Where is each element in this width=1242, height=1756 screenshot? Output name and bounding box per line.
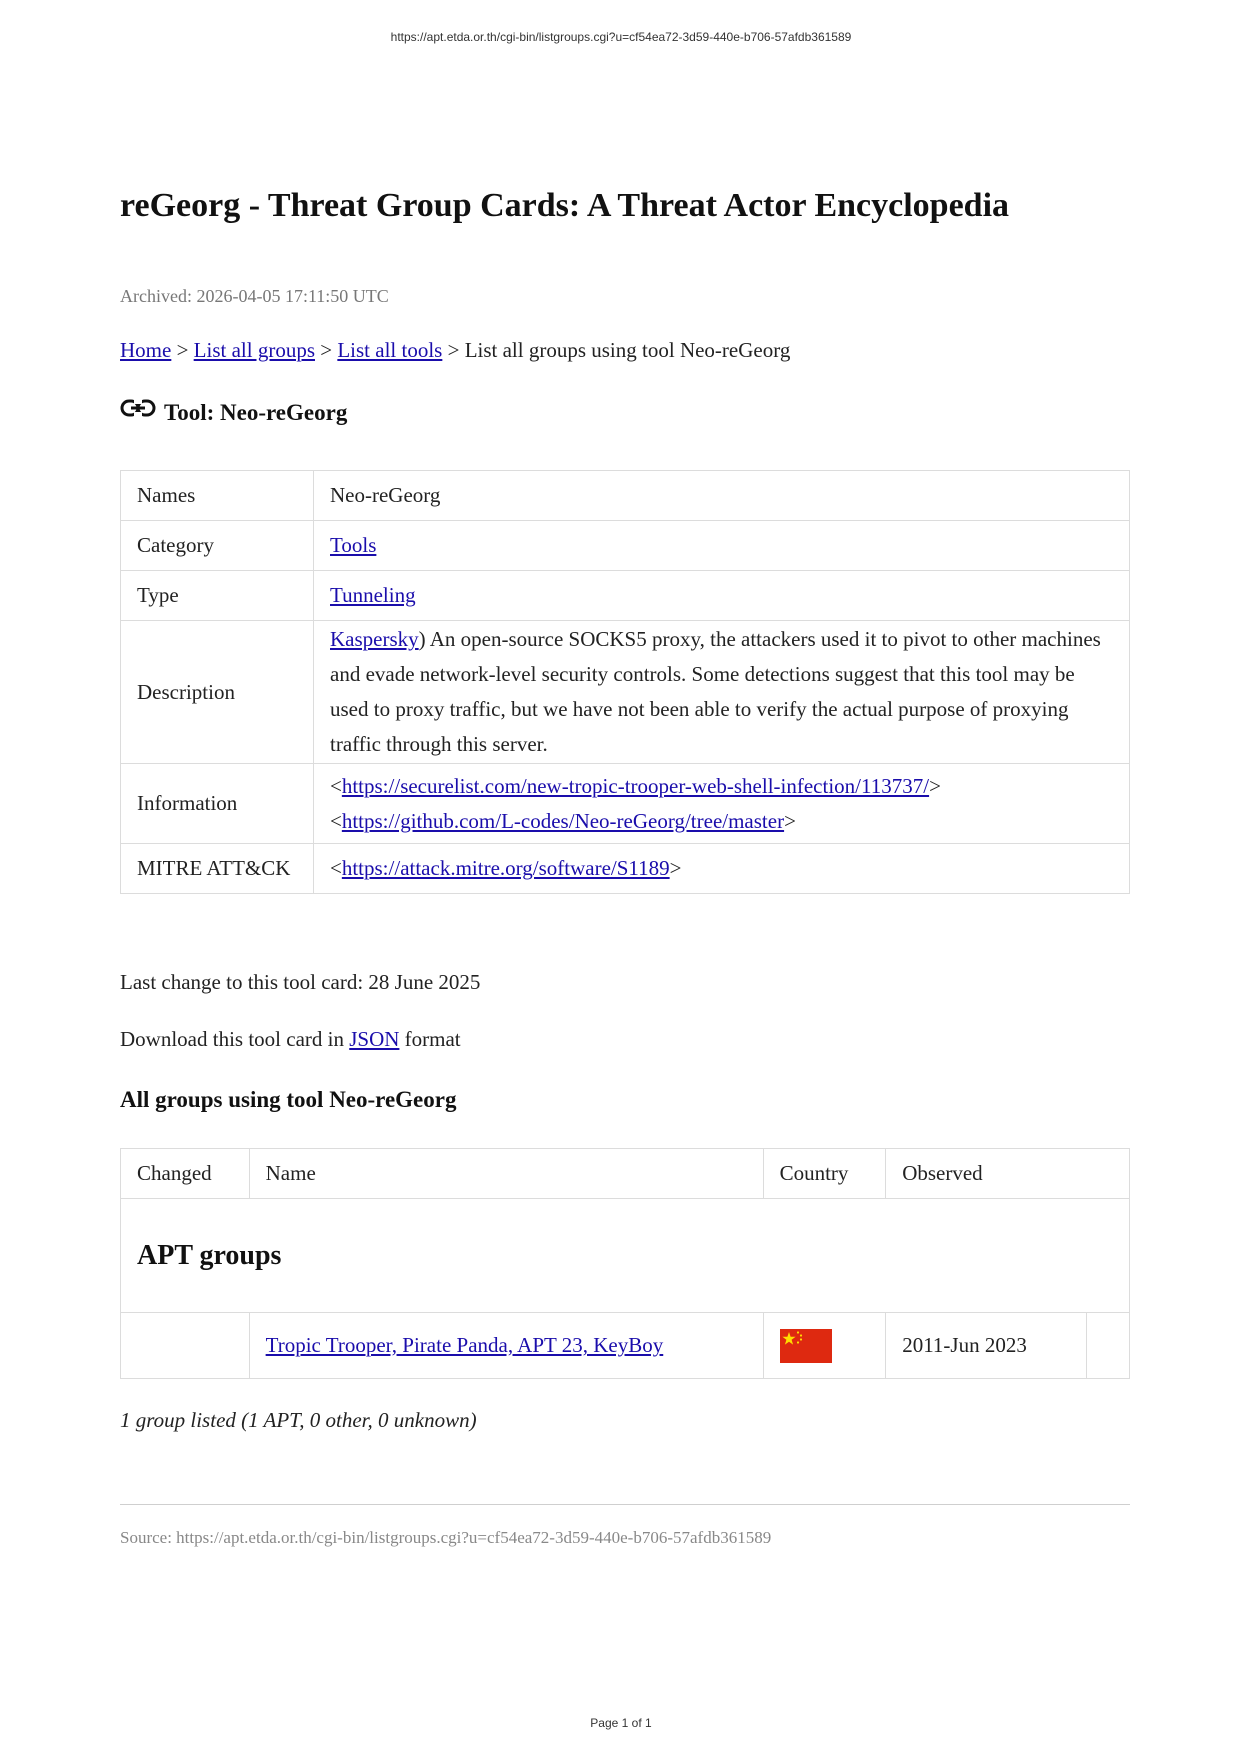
groups-heading: All groups using tool Neo-reGeorg: [120, 1087, 457, 1112]
category-link[interactable]: Tools: [330, 533, 377, 557]
type-link[interactable]: Tunneling: [330, 583, 416, 607]
divider: [120, 1504, 1130, 1505]
table-header-row: [121, 1149, 1130, 1199]
name-cell: [249, 1313, 763, 1379]
type-label: Type: [121, 571, 314, 621]
header-changed: Changed: [121, 1149, 250, 1199]
information-line: <https://securelist.com/new-tropic-trooper-web-shell-infection/113737/>: [330, 773, 941, 798]
download-prefix: Download this tool card in: [120, 1027, 350, 1051]
groups-table: [120, 1148, 1130, 1379]
source-url: Source: https://apt.etda.or.th/cgi-bin/listgroups.cgi?u=cf54ea72-3d59-440e-b706-57afdb361589: [120, 1528, 772, 1547]
page-header-url: https://apt.etda.or.th/cgi-bin/listgroups.cgi?u=cf54ea72-3d59-440e-b706-57afdb361589: [390, 30, 852, 44]
mitre-label: MITRE ATT&CK: [121, 844, 314, 894]
breadcrumb-separator: >: [171, 338, 194, 362]
download-line: [120, 1027, 461, 1052]
extra-cell: [1087, 1313, 1130, 1379]
apt-groups-title: APT groups: [121, 1199, 1130, 1313]
description-cell: [314, 621, 1130, 764]
group-name-link[interactable]: Tropic Trooper, Pirate Panda, APT 23, KeyBoy: [265, 1333, 664, 1357]
breadcrumb-separator: >: [315, 338, 338, 362]
information-cell: [314, 764, 1130, 844]
link-icon: [120, 398, 156, 420]
table-row: [121, 844, 1130, 894]
header-country: Country: [763, 1149, 886, 1199]
breadcrumb-separator: >: [442, 338, 465, 362]
archived-timestamp: Archived: 2026-04-05 17:11:50 UTC: [120, 286, 389, 306]
table-row: [121, 1313, 1130, 1379]
china-flag-icon: [780, 1329, 832, 1363]
description-text: ) An open-source SOCKS5 proxy, the attackers used it to pivot to other machines and evade network-level security controls. Some detections suggest that this tool may be used to proxy traffic, but we have not been able to verify the actual purpose of proxying traffic through this server.: [330, 627, 1101, 756]
page-number: Page 1 of 1: [590, 1716, 652, 1730]
table-section-row: [121, 1199, 1130, 1313]
download-suffix: format: [399, 1027, 461, 1051]
breadcrumb-current: List all groups using tool Neo-reGeorg: [464, 338, 791, 362]
observed-cell: 2011-Jun 2023: [886, 1313, 1087, 1379]
information-label: Information: [121, 764, 314, 844]
page-title: reGeorg - Threat Group Cards: A Threat Actor Encyclopedia: [120, 187, 1010, 224]
last-change-text: Last change to this tool card: 28 June 2025: [120, 970, 481, 994]
table-row: [121, 521, 1130, 571]
description-label: Description: [121, 621, 314, 764]
category-cell: [314, 521, 1130, 571]
breadcrumb-groups-link[interactable]: List all groups: [193, 338, 315, 362]
type-cell: [314, 571, 1130, 621]
header-observed: Observed: [886, 1149, 1130, 1199]
category-label: Category: [121, 521, 314, 571]
changed-cell: [121, 1313, 250, 1379]
groups-summary: 1 group listed (1 APT, 0 other, 0 unknown): [120, 1408, 477, 1432]
table-row: [121, 571, 1130, 621]
information-line: <https://github.com/L-codes/Neo-reGeorg/tree/master>: [330, 808, 796, 833]
mitre-link[interactable]: https://attack.mitre.org/software/S1189: [341, 856, 670, 880]
table-row: [121, 471, 1130, 521]
securelist-link[interactable]: https://securelist.com/new-tropic-trooper-web-shell-infection/113737/: [341, 773, 930, 798]
header-name: Name: [249, 1149, 763, 1199]
breadcrumb: [120, 338, 790, 363]
mitre-cell: <https://attack.mitre.org/software/S1189>: [314, 844, 1130, 894]
breadcrumb-home-link[interactable]: Home: [120, 338, 172, 362]
names-value: Neo-reGeorg: [314, 471, 1130, 521]
json-download-link[interactable]: JSON: [349, 1027, 400, 1051]
names-label: Names: [121, 471, 314, 521]
country-cell: [763, 1313, 886, 1379]
kaspersky-link[interactable]: Kaspersky: [330, 627, 419, 651]
tool-heading: [120, 400, 347, 426]
tool-info-table: [120, 470, 1130, 894]
table-row: [121, 764, 1130, 844]
main-content: [120, 187, 1130, 1547]
table-row: [121, 621, 1130, 764]
github-link[interactable]: https://github.com/L-codes/Neo-reGeorg/tree/master: [341, 808, 785, 833]
breadcrumb-tools-link[interactable]: List all tools: [337, 338, 443, 362]
tool-heading-text: Tool: Neo-reGeorg: [164, 400, 348, 425]
